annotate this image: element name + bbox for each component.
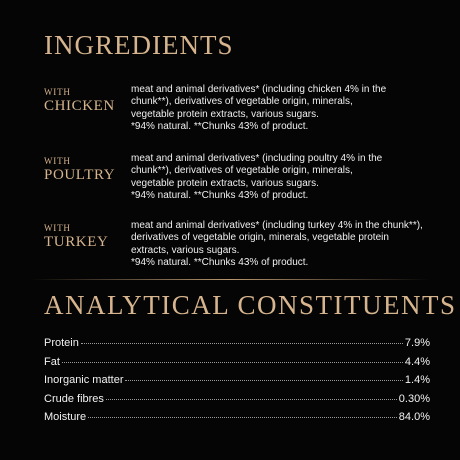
variety-ingredients-text bbox=[131, 220, 441, 269]
variety-name: CHICKEN bbox=[44, 98, 115, 114]
variety-with: WITH bbox=[44, 156, 71, 166]
ingredient-line: vegetable protein extracts, various sugars. bbox=[131, 108, 319, 120]
constituent-value: 1.4% bbox=[404, 374, 430, 386]
constituent-name: Crude fibres bbox=[44, 392, 104, 405]
dot-leader bbox=[88, 417, 397, 418]
ingredient-line: extracts, various sugars. bbox=[131, 244, 240, 256]
ingredient-line: meat and animal derivatives* (including turkey 4% in the chunk**), bbox=[131, 220, 423, 231]
constituent-row-moisture bbox=[44, 411, 430, 430]
constituent-row-crude-fibres bbox=[44, 393, 430, 412]
constituent-name: Fat bbox=[44, 355, 60, 368]
dot-leader bbox=[125, 380, 402, 381]
variety-label bbox=[44, 86, 115, 114]
variety-with: WITH bbox=[44, 223, 71, 233]
analytical-constituents-title: ANALYTICAL CONSTITUENTS bbox=[44, 290, 457, 320]
variety-ingredients-text bbox=[131, 84, 441, 133]
section-divider bbox=[30, 279, 430, 280]
analytical-constituents-list bbox=[44, 337, 430, 430]
dot-leader bbox=[106, 399, 397, 400]
variety-label bbox=[44, 155, 115, 183]
ingredient-line: meat and animal derivatives* (including poultry 4% in the bbox=[131, 153, 383, 164]
variety-ingredients-text bbox=[131, 153, 441, 202]
constituent-value: 4.4% bbox=[404, 355, 430, 368]
constituent-row-fat bbox=[44, 356, 430, 375]
constituent-value: 7.9% bbox=[404, 337, 430, 349]
constituent-name: Protein bbox=[44, 337, 79, 349]
ingredient-line: derivatives of vegetable origin, minerals, vegetable protein bbox=[131, 232, 389, 244]
constituent-row-protein bbox=[44, 337, 430, 356]
dot-leader bbox=[62, 362, 403, 363]
dot-leader bbox=[81, 343, 403, 344]
ingredient-line: chunk**), derivatives of vegetable origin, minerals, bbox=[131, 165, 353, 177]
constituent-name: Moisture bbox=[44, 411, 87, 423]
constituent-value: 0.30% bbox=[398, 392, 430, 405]
ingredient-line: *94% natural. **Chunks 43% of product. bbox=[131, 256, 309, 268]
variety-name: TURKEY bbox=[44, 234, 109, 250]
ingredient-line: chunk**), derivatives of vegetable origin, minerals, bbox=[131, 96, 353, 108]
ingredient-line: *94% natural. **Chunks 43% of product. bbox=[131, 120, 309, 132]
variety-with: WITH bbox=[44, 87, 71, 97]
variety-label bbox=[44, 222, 108, 250]
constituent-name: Inorganic matter bbox=[44, 374, 124, 386]
ingredient-line: meat and animal derivatives* (including chicken 4% in the bbox=[131, 84, 387, 95]
variety-name: POULTRY bbox=[44, 167, 116, 183]
ingredient-line: *94% natural. **Chunks 43% of product. bbox=[131, 189, 309, 201]
ingredients-title: INGREDIENTS bbox=[44, 30, 234, 60]
ingredient-line: vegetable protein extracts, various sugars. bbox=[131, 177, 319, 189]
constituent-row-inorganic-matter bbox=[44, 374, 430, 393]
constituent-value: 84.0% bbox=[398, 411, 430, 423]
